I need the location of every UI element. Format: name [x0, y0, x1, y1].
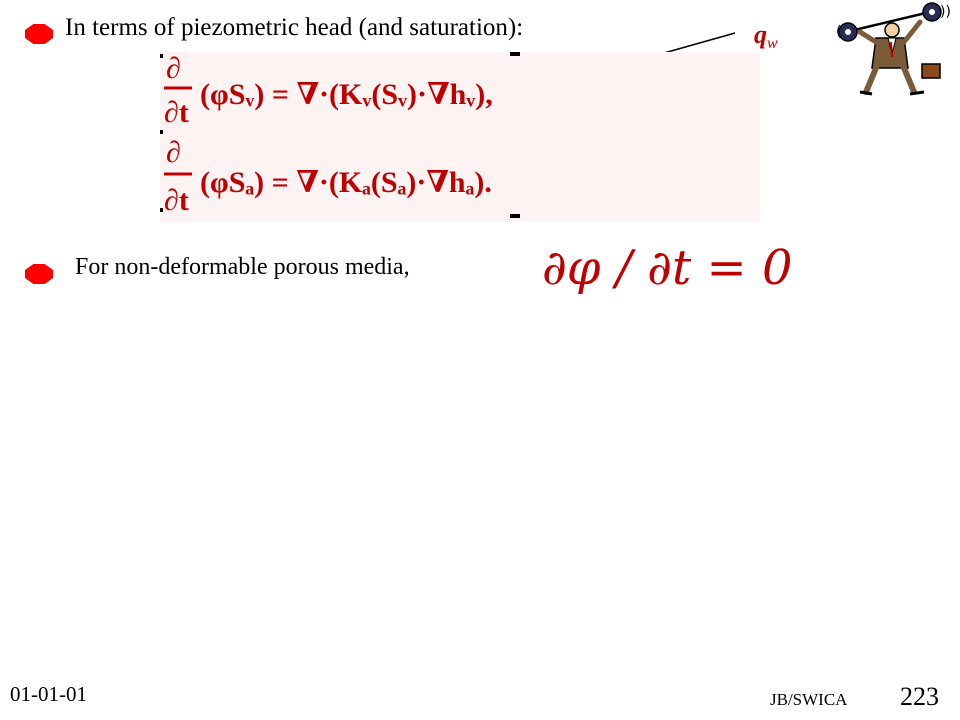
page-number: 223 — [900, 682, 939, 711]
partial-symbol-1-top: ∂ — [166, 52, 181, 85]
flux-label-qw — [754, 20, 778, 53]
partial-symbol-1-bottom: ∂t — [164, 96, 189, 129]
bullet-marker-1 — [25, 24, 53, 44]
equation-panel — [160, 52, 760, 222]
footer-date: 01-01-01 — [10, 682, 87, 706]
cartoon-weightlifter-icon — [832, 2, 952, 97]
equation-2: (φSₐ) = ∇·(Kₐ(Sₐ)·∇hₐ). — [200, 166, 492, 199]
bullet-text-piezometric: In terms of piezometric head (and saturation): — [65, 14, 524, 41]
flux-label-qw-sub: w — [767, 35, 778, 52]
partial-symbol-2-top: ∂ — [166, 136, 181, 169]
svg-text:)): )) — [940, 4, 951, 20]
svg-text:(: ( — [836, 24, 842, 40]
equation-1: (φSᵥ) = ∇·(Kᵥ(Sᵥ)·∇hᵥ), — [200, 78, 493, 111]
flux-label-qw-main: q — [754, 20, 767, 49]
inline-formula: ∂φ / ∂t = 0 — [542, 240, 793, 296]
bullet-text-non-deformable: For non-deformable porous media, — [75, 254, 410, 280]
footer-org: JB/SWICA — [770, 690, 848, 709]
partial-symbol-2-bottom: ∂t — [164, 184, 189, 217]
bullet-marker-2 — [25, 264, 53, 284]
